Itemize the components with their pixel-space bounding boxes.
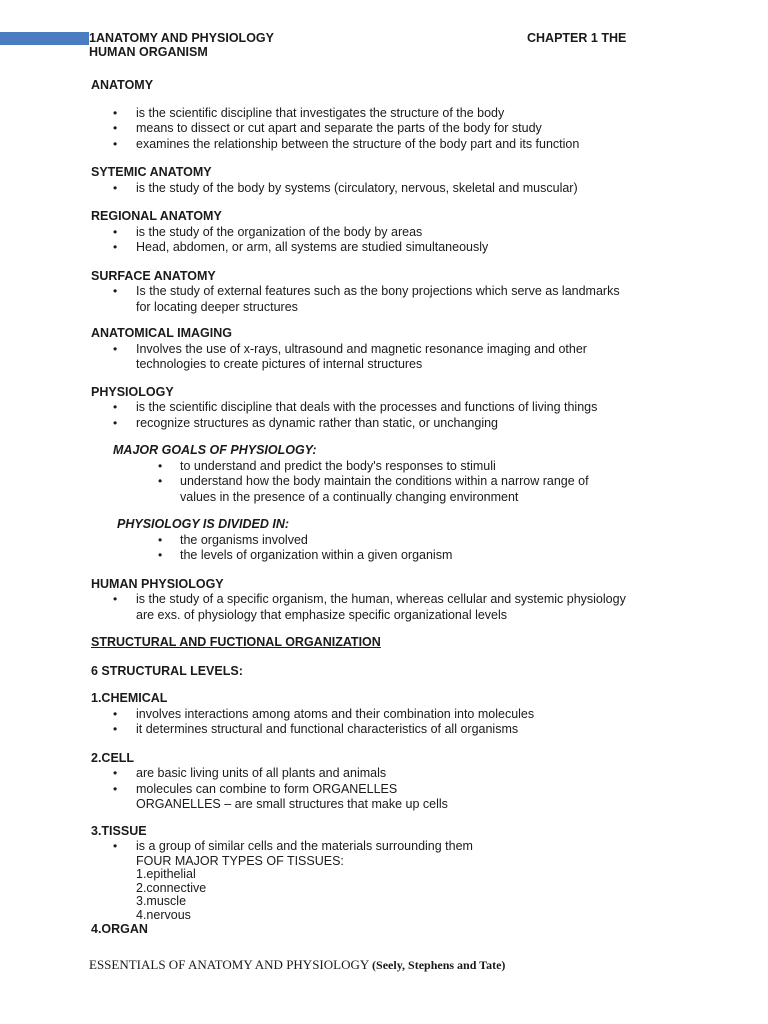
tissue-types-heading: FOUR MAJOR TYPES OF TISSUES: [136, 853, 344, 868]
list-item: • to understand and predict the body's responses to stimuli [91, 459, 691, 475]
tissue-types [91, 855, 691, 923]
page-header [89, 31, 649, 59]
continuation-line: ORGANELLES – are small structures that make up cells [136, 797, 448, 811]
header-second-line: HUMAN ORGANISM [89, 45, 208, 59]
tissue-list [91, 839, 691, 855]
physiology-list [91, 400, 691, 431]
list-item: • Involves the use of x-rays, ultrasound and magnetic resonance imaging and other [91, 342, 691, 358]
list-item: • is the scientific discipline that investigates the structure of the body [91, 106, 691, 122]
section-title-tissue: 3.TISSUE [91, 823, 147, 838]
section-title-cell: 2.CELL [91, 750, 135, 765]
continuation-line: for locating deeper structures [136, 299, 298, 314]
accent-bar [0, 32, 89, 45]
list-item: • Head, abdomen, or arm, all systems are studied simultaneously [91, 240, 691, 256]
section-title-levels: 6 STRUCTURAL LEVELS: [91, 663, 243, 678]
chemical-list [91, 707, 691, 738]
list-item: • are basic living units of all plants and animals [91, 766, 691, 782]
footer-title: ESSENTIALS OF ANATOMY AND PHYSIOLOGY [89, 957, 369, 972]
header-left: 1ANATOMY AND PHYSIOLOGY [89, 31, 274, 45]
list-item: • examines the relationship between the structure of the body part and its function [91, 137, 691, 153]
tissue-type: 3.muscle [136, 894, 187, 908]
list-item: • means to dissect or cut apart and separate the parts of the body for study [91, 121, 691, 137]
list-item: • the levels of organization within a given organism [91, 548, 691, 564]
section-title-surface: SURFACE ANATOMY [91, 268, 216, 283]
section-title-chemical: 1.CHEMICAL [91, 691, 168, 705]
subsection-title-divided: PHYSIOLOGY IS DIVIDED IN: [117, 517, 290, 531]
list-item: • is the study of the body by systems (circulatory, nervous, skeletal and muscular) [91, 181, 691, 197]
list-item: • is a group of similar cells and the materials surrounding them [91, 839, 691, 855]
list-item: • understand how the body maintain the conditions within a narrow range of [91, 474, 691, 490]
section-title-organ: 4.ORGAN [91, 922, 148, 936]
continuation-line: are exs. of physiology that emphasize specific organizational levels [136, 607, 508, 622]
list-item: • the organisms involved [91, 533, 691, 549]
divided-list [91, 533, 691, 564]
list-item: • is the scientific discipline that deals with the processes and functions of living things [91, 400, 691, 416]
page-footer [89, 957, 505, 973]
tissue-type: 4.nervous [136, 907, 191, 922]
section-title-systemic: SYTEMIC ANATOMY [91, 165, 212, 179]
surface-list [91, 284, 691, 300]
tissue-type: 1.epithelial [136, 867, 196, 881]
section-title-regional: REGIONAL ANATOMY [91, 209, 222, 223]
list-item: • it determines structural and functional characteristics of all organisms [91, 722, 691, 738]
list-item: • is the study of the organization of the body by areas [91, 225, 691, 241]
section-title-physiology: PHYSIOLOGY [91, 384, 174, 399]
list-item: • recognize structures as dynamic rather than static, or unchanging [91, 416, 691, 432]
anatomy-list [91, 106, 691, 153]
regional-list [91, 225, 691, 256]
list-item: • Is the study of external features such as the bony projections which serve as landmarks [91, 284, 691, 300]
subsection-title-goals: MAJOR GOALS OF PHYSIOLOGY: [113, 443, 317, 457]
list-item: • molecules can combine to form ORGANELLES [91, 782, 691, 798]
continuation-line: technologies to create pictures of internal structures [136, 357, 423, 371]
human-list [91, 592, 691, 608]
section-title-structural: STRUCTURAL AND FUCTIONAL ORGANIZATION [91, 635, 381, 649]
tissue-type: 2.connective [136, 880, 207, 895]
section-title-anatomy: ANATOMY [91, 78, 154, 92]
continuation-line: values in the presence of a continually changing environment [180, 489, 519, 504]
list-item: • involves interactions among atoms and their combination into molecules [91, 707, 691, 723]
section-title-imaging: ANATOMICAL IMAGING [91, 326, 232, 340]
document-body [91, 78, 691, 938]
imaging-list [91, 342, 691, 358]
footer-authors: (Seely, Stephens and Tate) [372, 958, 506, 972]
list-item: • is the study of a specific organism, the human, whereas cellular and systemic physiology [91, 592, 691, 608]
header-right: CHAPTER 1 THE [527, 31, 627, 45]
systemic-list [91, 181, 691, 197]
cell-list [91, 766, 691, 797]
section-title-human: HUMAN PHYSIOLOGY [91, 576, 224, 591]
goals-list [91, 459, 691, 490]
